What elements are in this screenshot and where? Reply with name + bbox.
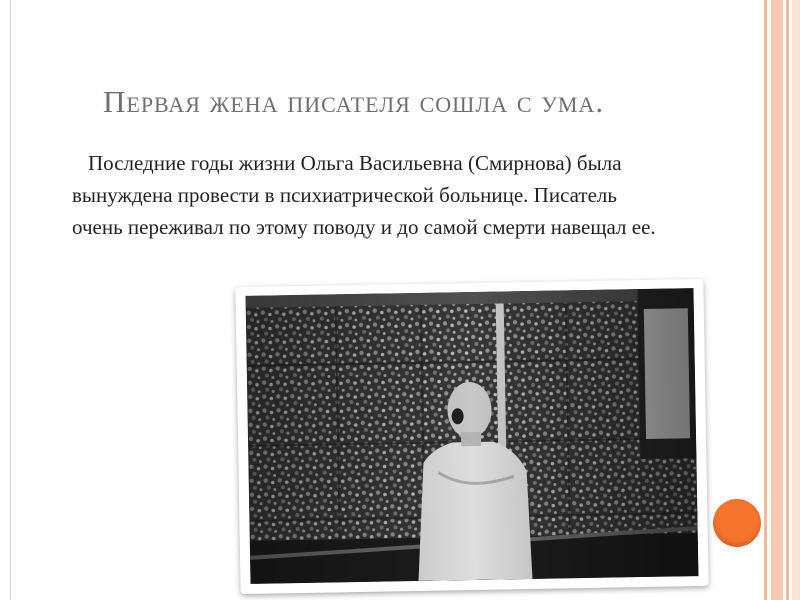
hospital-photo: [246, 288, 699, 584]
slide-title: Первая жена писателя сошла с ума.: [103, 84, 605, 119]
decorative-stripe: [792, 0, 800, 600]
slide-paragraph: [72, 147, 672, 243]
decorative-stripe: [786, 0, 789, 600]
paragraph-text: Последние годы жизни Ольга Васильевна (Смирнова) была вынуждена провести в психиатрической больнице. Писатель очень переживал по этому поводу и до самой смерти навещал ее.: [72, 151, 656, 239]
decorative-stripe: [764, 0, 767, 600]
photo-illustration: [246, 288, 699, 584]
orange-circle-decoration: [713, 499, 761, 547]
photo-frame: [235, 279, 708, 594]
decorative-stripe: [771, 0, 783, 600]
